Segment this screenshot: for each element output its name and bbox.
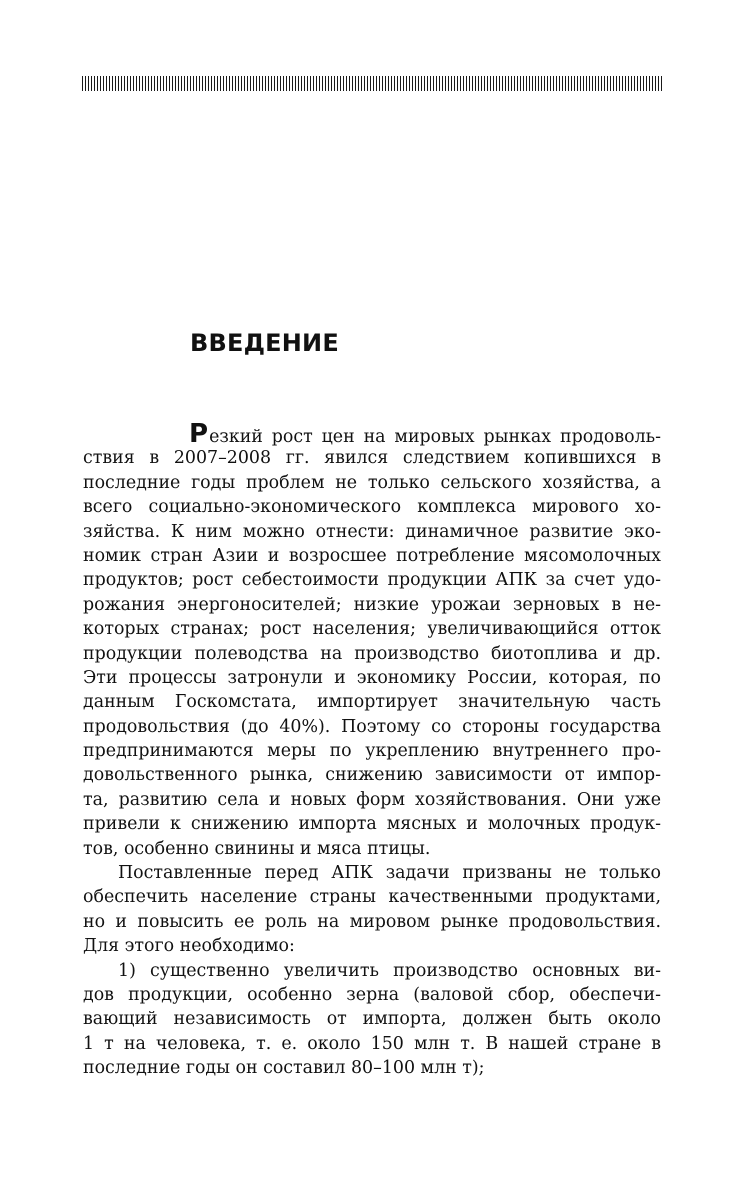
body-text xyxy=(83,422,661,1081)
text-line: рожания энергоносителей; низкие урожаи зерновых в не- xyxy=(83,594,661,615)
text-line: ствия в 2007–2008 гг. явился следствием копившихся в xyxy=(83,448,661,469)
text-line: данным Госкомстата, импортирует значительную часть xyxy=(83,692,661,713)
text-line: номик стран Азии и возросшее потребление мясомолочных xyxy=(83,545,661,566)
header-barcode-rule xyxy=(82,76,664,91)
text-line: последние годы он составил 80–100 млн т); xyxy=(83,1058,485,1079)
text-line: всего социально-экономического комплекса мирового хо- xyxy=(83,497,661,518)
text-line: та, развитию села и новых форм хозяйствования. Они уже xyxy=(83,789,661,810)
text-line: привели к снижению импорта мясных и молочных продук- xyxy=(83,814,661,835)
text-line: продукции полеводства на производство биотоплива и др. xyxy=(83,643,661,664)
text-line: вающий независимость от импорта, должен быть около xyxy=(83,1009,661,1030)
text-line: довольственного рынка, снижению зависимости от импор- xyxy=(83,765,661,786)
text-line: зяйства. К ним можно отнести: динамичное развитие эко- xyxy=(83,521,661,542)
text-line: продовольствия (до 40%). Поэтому со стороны государства xyxy=(83,716,661,737)
text-line: тов, особенно свинины и мяса птицы. xyxy=(83,838,431,859)
text-line: но и повысить ее роль на мировом рынке продовольствия. xyxy=(83,911,661,932)
text-line: которых странах; рост населения; увеличивающийся отток xyxy=(83,619,661,640)
text-line: 1) существенно увеличить производство основных ви- xyxy=(118,960,661,981)
text-line: обеспечить население страны качественными продуктами, xyxy=(83,887,661,908)
text-line: Для этого необходимо: xyxy=(83,936,295,957)
chapter-heading: ВВЕДЕНИЕ xyxy=(190,329,339,357)
text-line: продуктов; рост себестоимости продукции АПК за счет удо- xyxy=(83,570,661,591)
text-line: Эти процессы затронули и экономику России, которая, по xyxy=(83,667,661,688)
drop-cap: Р xyxy=(189,422,209,447)
text-line: Поставленные перед АПК задачи призваны не только xyxy=(118,863,661,884)
text-line: 1 т на человека, т. е. около 150 млн т. В нашей стране в xyxy=(83,1033,661,1054)
text-line: дов продукции, особенно зерна (валовой сбор, обеспечи- xyxy=(83,984,661,1005)
text-line: Резкий рост цен на мировых рынках продоволь- xyxy=(83,422,661,446)
text-line: последние годы проблем не только сельского хозяйства, а xyxy=(83,472,661,493)
text-line: предпринимаются меры по укреплению внутреннего про- xyxy=(83,741,661,762)
